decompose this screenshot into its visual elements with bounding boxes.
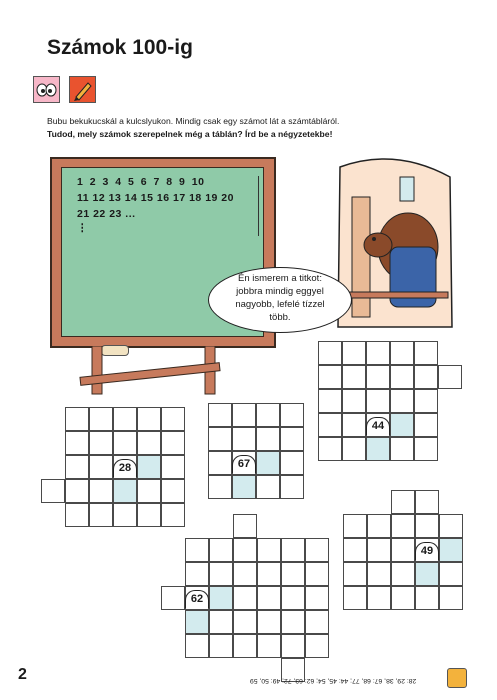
grid-cell[interactable] — [280, 427, 304, 451]
grid-cell[interactable] — [281, 538, 305, 562]
answer-cell[interactable] — [209, 586, 233, 610]
grid-cell[interactable] — [232, 427, 256, 451]
grid-cell[interactable] — [342, 389, 366, 413]
grid-cell[interactable] — [257, 634, 281, 658]
grid-cell[interactable] — [161, 503, 185, 527]
grid-cell[interactable] — [233, 514, 257, 538]
keyhole-number: 62 — [185, 590, 209, 608]
board-numbers — [77, 176, 234, 234]
instruction-line-1: Bubu bekukucskál a kulcslyukon. Mindig csak egy számot lát a számtábláról. — [47, 116, 340, 126]
grid-cell[interactable] — [89, 407, 113, 431]
instructions — [47, 115, 339, 141]
grid-cell[interactable] — [65, 455, 89, 479]
grid-cell[interactable] — [209, 610, 233, 634]
grid-cell[interactable] — [414, 437, 438, 461]
grid-cell[interactable] — [342, 437, 366, 461]
grid-cell[interactable] — [391, 562, 415, 586]
grid-cell[interactable] — [390, 341, 414, 365]
grid-cell[interactable] — [439, 514, 463, 538]
grid-cell[interactable] — [89, 503, 113, 527]
grid-cell[interactable] — [65, 431, 89, 455]
grid-cell[interactable] — [367, 586, 391, 610]
grid-cell[interactable] — [161, 455, 185, 479]
grid-cell[interactable] — [439, 586, 463, 610]
grid-cell[interactable] — [305, 562, 329, 586]
grid-cell[interactable] — [161, 586, 185, 610]
grid-cell[interactable] — [233, 538, 257, 562]
grid-cell[interactable] — [391, 490, 415, 514]
grid-cell[interactable] — [390, 365, 414, 389]
grid-cell[interactable] — [209, 634, 233, 658]
board-row-3: 21 22 23 ... — [77, 208, 136, 220]
board-tick-marks — [258, 176, 264, 236]
pencil-icon — [69, 76, 96, 103]
grid-cell[interactable] — [233, 634, 257, 658]
board-row-1: 1 2 3 4 5 6 7 8 9 10 — [77, 176, 205, 188]
grid-cell[interactable] — [281, 610, 305, 634]
grid-cell[interactable] — [65, 479, 89, 503]
grid-cell[interactable] — [257, 538, 281, 562]
grid-cell[interactable] — [305, 538, 329, 562]
grid-cell[interactable] — [342, 413, 366, 437]
grid-cell[interactable] — [208, 451, 232, 475]
grid-cell[interactable] — [414, 389, 438, 413]
page-title: Számok 100-ig — [47, 36, 193, 59]
grid-cell[interactable] — [415, 586, 439, 610]
grid-cell[interactable] — [391, 514, 415, 538]
grid-cell[interactable] — [256, 403, 280, 427]
grid-cell[interactable] — [257, 610, 281, 634]
grid-cell[interactable] — [161, 407, 185, 431]
answer-cell[interactable] — [185, 610, 209, 634]
grid-cell[interactable] — [208, 403, 232, 427]
eyes-icon — [33, 76, 60, 103]
grid-cell[interactable] — [137, 479, 161, 503]
bubble-line-4: több. — [269, 312, 291, 323]
grid-cell[interactable] — [366, 341, 390, 365]
grid-cell[interactable] — [305, 610, 329, 634]
grid-cell[interactable] — [233, 562, 257, 586]
grid-cell[interactable] — [318, 437, 342, 461]
keyhole-number: 44 — [366, 417, 390, 435]
grid-cell[interactable] — [343, 514, 367, 538]
grid-cell[interactable] — [391, 538, 415, 562]
answer-cell[interactable] — [439, 538, 463, 562]
answer-cell[interactable] — [390, 413, 414, 437]
grid-cell[interactable] — [414, 365, 438, 389]
bubble-line-3: nagyobb, lefelé tízzel — [235, 299, 325, 310]
grid-cell[interactable] — [305, 586, 329, 610]
grid-cell[interactable] — [367, 538, 391, 562]
grid-cell[interactable] — [137, 407, 161, 431]
grid-cell[interactable] — [89, 431, 113, 455]
grid-cell[interactable] — [414, 341, 438, 365]
grid-cell[interactable] — [391, 586, 415, 610]
grid-cell[interactable] — [415, 514, 439, 538]
grid-cell[interactable] — [305, 634, 329, 658]
grid-cell[interactable] — [367, 562, 391, 586]
grid-cell[interactable] — [281, 586, 305, 610]
grid-cell[interactable] — [65, 503, 89, 527]
answer-cell[interactable] — [366, 437, 390, 461]
answer-cell[interactable] — [256, 451, 280, 475]
speech-bubble — [208, 267, 352, 333]
grid-cell[interactable] — [113, 431, 137, 455]
answer-cell[interactable] — [232, 475, 256, 499]
keyhole-number: 28 — [113, 459, 137, 477]
bubble-line-1: Én ismerem a titkot: — [238, 273, 322, 284]
grid-cell[interactable] — [390, 437, 414, 461]
bubble-line-2: jobbra mindig eggyel — [236, 286, 324, 297]
grid-cell[interactable] — [185, 562, 209, 586]
grid-cell[interactable] — [89, 455, 113, 479]
grid-cell[interactable] — [161, 431, 185, 455]
board-row-4: ⋮ — [77, 222, 88, 234]
grid-cell[interactable] — [185, 538, 209, 562]
board-row-2: 11 12 13 14 15 16 17 18 19 20 — [77, 192, 234, 204]
grid-cell[interactable] — [343, 538, 367, 562]
grid-cell[interactable] — [208, 475, 232, 499]
grid-cell[interactable] — [233, 610, 257, 634]
grid-cell[interactable] — [161, 479, 185, 503]
grid-cell[interactable] — [343, 562, 367, 586]
grid-cell[interactable] — [257, 586, 281, 610]
grid-cell[interactable] — [366, 389, 390, 413]
grid-cell[interactable] — [113, 407, 137, 431]
keyhole-number: 49 — [415, 542, 439, 560]
answer-cell[interactable] — [415, 562, 439, 586]
grid-cell[interactable] — [439, 562, 463, 586]
grid-cell[interactable] — [280, 403, 304, 427]
grid-cell[interactable] — [113, 503, 137, 527]
grid-cell[interactable] — [414, 413, 438, 437]
grid-cell[interactable] — [256, 475, 280, 499]
grid-cell[interactable] — [256, 427, 280, 451]
grid-cell[interactable] — [318, 341, 342, 365]
grid-cell[interactable] — [41, 479, 65, 503]
grid-cell[interactable] — [137, 503, 161, 527]
grid-cell[interactable] — [281, 634, 305, 658]
grid-cell[interactable] — [208, 427, 232, 451]
grid-cell[interactable] — [318, 365, 342, 389]
grid-cell[interactable] — [89, 479, 113, 503]
grid-cell[interactable] — [318, 413, 342, 437]
grid-cell[interactable] — [233, 586, 257, 610]
grid-cell[interactable] — [390, 389, 414, 413]
grid-cell[interactable] — [280, 451, 304, 475]
page-number: 2 — [18, 666, 27, 683]
answer-cell[interactable] — [113, 479, 137, 503]
answer-key: 28: 29, 38, 67: 68, 77; 44: 45, 54; 62: 63, 72; 49: 50, 59 — [250, 677, 417, 684]
grid-cell[interactable] — [209, 538, 233, 562]
grid-cell[interactable] — [342, 365, 366, 389]
grid-cell[interactable] — [209, 562, 233, 586]
grid-cell[interactable] — [366, 365, 390, 389]
puzzle-icon — [447, 668, 467, 688]
grid-cell[interactable] — [65, 407, 89, 431]
grid-cell[interactable] — [343, 586, 367, 610]
grid-cell[interactable] — [257, 562, 281, 586]
answer-cell[interactable] — [137, 455, 161, 479]
grid-cell[interactable] — [415, 490, 439, 514]
grid-cell[interactable] — [281, 562, 305, 586]
grid-cell[interactable] — [342, 341, 366, 365]
grid-cell[interactable] — [280, 475, 304, 499]
grid-cell[interactable] — [137, 431, 161, 455]
grid-cell[interactable] — [367, 514, 391, 538]
grid-cell[interactable] — [232, 403, 256, 427]
keyhole-number: 67 — [232, 455, 256, 473]
grid-cell[interactable] — [438, 365, 462, 389]
grid-cell[interactable] — [185, 634, 209, 658]
instruction-line-2: Tudod, mely számok szerepelnek még a táblán? Írd be a négyzetekbe! — [47, 129, 333, 139]
easel-legs — [60, 346, 260, 398]
grid-cell[interactable] — [318, 389, 342, 413]
